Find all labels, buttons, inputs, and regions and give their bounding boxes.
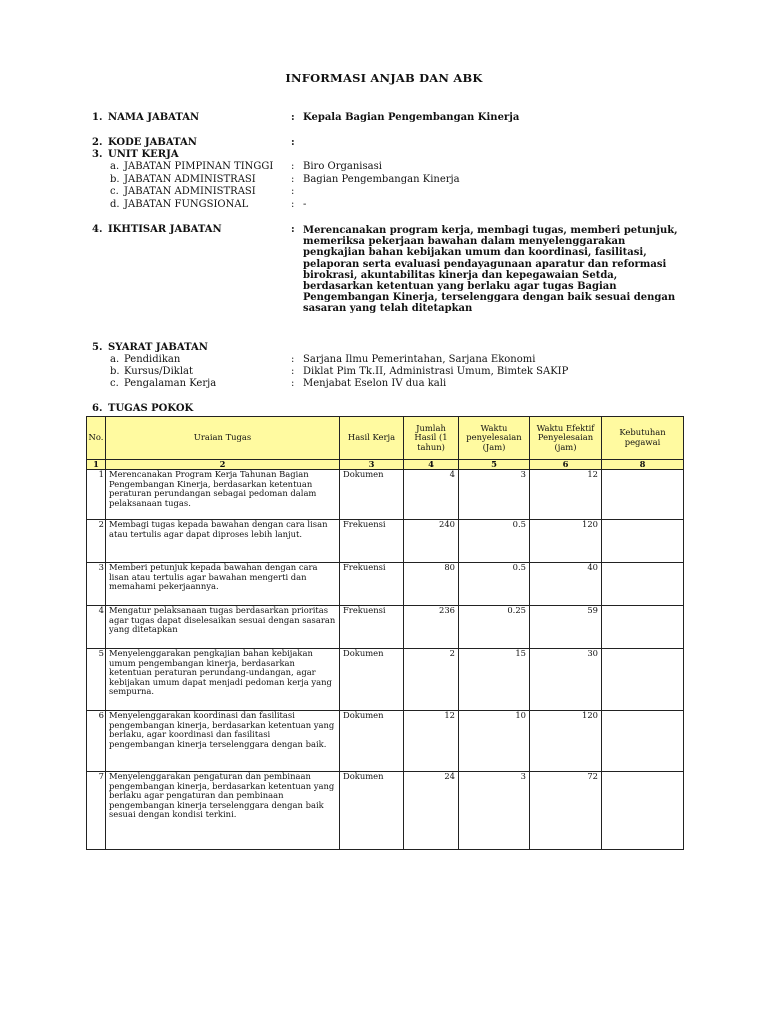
cell-hasil: Dokumen [340,649,404,711]
item-letter: d. [110,199,120,210]
ikhtisar-text [303,225,683,315]
ikhtisar-line: pengkajian bahan kebijakan umum dan koordinasi, fasilitasi, [303,247,647,259]
item-label: Pengalaman Kerja [124,378,217,389]
cell-kebutuhan [602,772,684,850]
field-label: UNIT KERJA [108,149,179,160]
field-number: 4. [92,224,103,235]
item-value: Biro Organisasi [303,161,382,172]
table-row [87,606,684,649]
document-title: INFORMASI ANJAB DAN ABK [285,71,483,85]
ikhtisar-line: Pengembangan Kinerja, terselenggara dengan baik sesuai dengan [303,292,676,304]
item-separator: : [291,366,295,377]
ikhtisar-line: Merencanakan program kerja, membagi tugas, memberi petunjuk, [303,225,678,236]
cell-no: 6 [87,711,106,772]
field-number: 3. [92,149,103,160]
column-number: 2 [106,460,340,470]
cell-no: 7 [87,772,106,850]
cell-waktu: 10 [459,711,530,772]
cell-efektif: 12 [530,470,602,520]
table-row [87,772,684,850]
column-number: 1 [87,460,106,470]
item-letter: a. [110,354,120,365]
cell-jumlah: 24 [404,772,459,850]
table-column-number-row [87,460,684,470]
field-number: 5. [92,342,103,353]
cell-hasil: Dokumen [340,711,404,772]
header-waktu-penyelesaian: Waktu penyelesaian (Jam) [459,417,530,460]
cell-uraian: Memberi petunjuk kepada bawahan dengan cara lisan atau tertulis agar bawahan mengerti dan memahami pekerjaannya. [106,563,340,606]
cell-uraian: Menyelenggarakan koordinasi dan fasilitasi pengembangan kinerja, berdasarkan ketentuan yang berlaku, agar koordinasi dan fasilitasi pengembangan kinerja terselenggara dengan baik. [106,711,340,772]
field-tugas-pokok [0,403,768,415]
cell-efektif: 72 [530,772,602,850]
cell-kebutuhan [602,470,684,520]
header-hasil-kerja: Hasil Kerja [340,417,404,460]
item-separator: : [291,354,295,365]
field-nama-jabatan [0,112,768,124]
cell-no: 5 [87,649,106,711]
cell-waktu: 0.25 [459,606,530,649]
cell-hasil: Dokumen [340,772,404,850]
field-separator: : [291,224,295,235]
cell-kebutuhan [602,711,684,772]
field-syarat-jabatan [0,342,768,354]
unit-item-fungsional [0,199,768,211]
cell-jumlah: 12 [404,711,459,772]
item-value: Diklat Pim Tk.II, Administrasi Umum, Bimtek SAKIP [303,366,569,377]
ikhtisar-line: berdasarkan ketentuan yang berlaku agar tugas Bagian [303,281,617,293]
header-jumlah-hasil: Jumlah Hasil (1 tahun) [404,417,459,460]
column-number: 8 [602,460,684,470]
field-unit-kerja [0,149,768,161]
cell-efektif: 120 [530,711,602,772]
field-ikhtisar-jabatan [0,224,300,236]
item-label: JABATAN ADMINISTRASI [124,186,256,197]
cell-uraian: Merencanakan Program Kerja Tahunan Bagian Pengembangan Kinerja, berdasarkan ketentuan peraturan perundangan sebagai pedoman dalam pelaksanaan tugas. [106,470,340,520]
field-number: 6. [92,403,103,414]
item-separator: : [291,378,295,389]
syarat-item-pendidikan [0,354,768,366]
item-label: Kursus/Diklat [124,366,193,377]
tugas-pokok-table [86,416,684,850]
cell-uraian: Mengatur pelaksanaan tugas berdasarkan prioritas agar tugas dapat diselesaikan sesuai dengan sasaran yang ditetapkan [106,606,340,649]
field-label: KODE JABATAN [108,137,197,148]
item-letter: a. [110,161,120,172]
cell-jumlah: 236 [404,606,459,649]
field-value: Kepala Bagian Pengembangan Kinerja [303,112,520,123]
syarat-item-pengalaman [0,378,768,390]
field-label: TUGAS POKOK [108,403,194,414]
item-separator: : [291,199,295,210]
cell-waktu: 15 [459,649,530,711]
cell-hasil: Dokumen [340,470,404,520]
table-row [87,470,684,520]
header-kebutuhan-pegawai: Kebutuhan pegawai [602,417,684,460]
table-row [87,711,684,772]
item-separator: : [291,161,295,172]
ikhtisar-line: pelaporan serta evaluasi pendayagunaan aparatur dan reformasi [303,258,667,270]
field-number: 1. [92,112,103,123]
column-number: 6 [530,460,602,470]
table-row [87,563,684,606]
cell-waktu: 0.5 [459,520,530,563]
table-header-row [87,417,684,460]
table-row [87,649,684,711]
cell-waktu: 0.5 [459,563,530,606]
cell-jumlah: 4 [404,470,459,520]
cell-kebutuhan [602,606,684,649]
cell-kebutuhan [602,520,684,563]
item-separator: : [291,174,295,185]
unit-item-pimpinan-tinggi [0,161,768,173]
field-label: SYARAT JABATAN [108,342,208,353]
cell-efektif: 30 [530,649,602,711]
item-value: Bagian Pengembangan Kinerja [303,174,460,185]
cell-hasil: Frekuensi [340,606,404,649]
cell-hasil: Frekuensi [340,563,404,606]
column-number: 3 [340,460,404,470]
cell-efektif: 120 [530,520,602,563]
item-letter: b. [110,366,120,377]
column-number: 4 [404,460,459,470]
cell-no: 1 [87,470,106,520]
header-no: No. [87,417,106,460]
field-number: 2. [92,137,103,148]
cell-efektif: 59 [530,606,602,649]
field-separator: : [291,137,295,148]
syarat-item-kursus [0,366,768,378]
cell-hasil: Frekuensi [340,520,404,563]
cell-jumlah: 240 [404,520,459,563]
header-waktu-efektif: Waktu Efektif Penyelesaian (jam) [530,417,602,460]
cell-no: 4 [87,606,106,649]
cell-no: 3 [87,563,106,606]
ikhtisar-line: memeriksa pekerjaan bawahan dalam menyelenggarakan [303,236,626,248]
table-row [87,520,684,563]
cell-uraian: Membagi tugas kepada bawahan dengan cara lisan atau tertulis agar dapat diproses lebih lanjut. [106,520,340,563]
item-value: Menjabat Eselon IV dua kali [303,378,447,389]
item-separator: : [291,186,295,197]
field-separator: : [291,112,295,123]
item-value: - [303,199,307,210]
ikhtisar-line: birokrasi, akuntabilitas kinerja dan kepegawaian Setda, [303,269,618,281]
cell-kebutuhan [602,563,684,606]
field-label: IKHTISAR JABATAN [108,224,222,235]
unit-item-administrasi-2 [0,186,768,198]
cell-efektif: 40 [530,563,602,606]
item-label: Pendidikan [124,354,181,365]
item-value: Sarjana Ilmu Pemerintahan, Sarjana Ekonomi [303,354,536,365]
unit-item-administrasi-1 [0,174,768,186]
item-label: JABATAN ADMINISTRASI [124,174,256,185]
item-label: JABATAN FUNGSIONAL [124,199,249,210]
cell-waktu: 3 [459,772,530,850]
item-label: JABATAN PIMPINAN TINGGI [124,161,274,172]
field-kode-jabatan [0,137,768,149]
cell-uraian: Menyelenggarakan pengaturan dan pembinaan pengembangan kinerja, berdasarkan ketentuan yang berlaku agar pengaturan dan pembinaan pengembangan kinerja terselenggara dengan baik sesuai dengan kondisi terkini. [106,772,340,850]
cell-kebutuhan [602,649,684,711]
field-label: NAMA JABATAN [108,112,200,123]
item-letter: b. [110,174,120,185]
cell-jumlah: 2 [404,649,459,711]
item-letter: c. [110,186,119,197]
cell-waktu: 3 [459,470,530,520]
cell-jumlah: 80 [404,563,459,606]
cell-no: 2 [87,520,106,563]
cell-uraian: Menyelenggarakan pengkajian bahan kebijakan umum pengembangan kinerja, berdasarkan ketentuan peraturan perundang-undangan, agar kebijakan umum dapat menjadi pedoman kerja yang sempurna. [106,649,340,711]
item-letter: c. [110,378,119,389]
column-number: 5 [459,460,530,470]
ikhtisar-line: sasaran yang telah ditetapkan [303,303,473,315]
header-uraian-tugas: Uraian Tugas [106,417,340,460]
